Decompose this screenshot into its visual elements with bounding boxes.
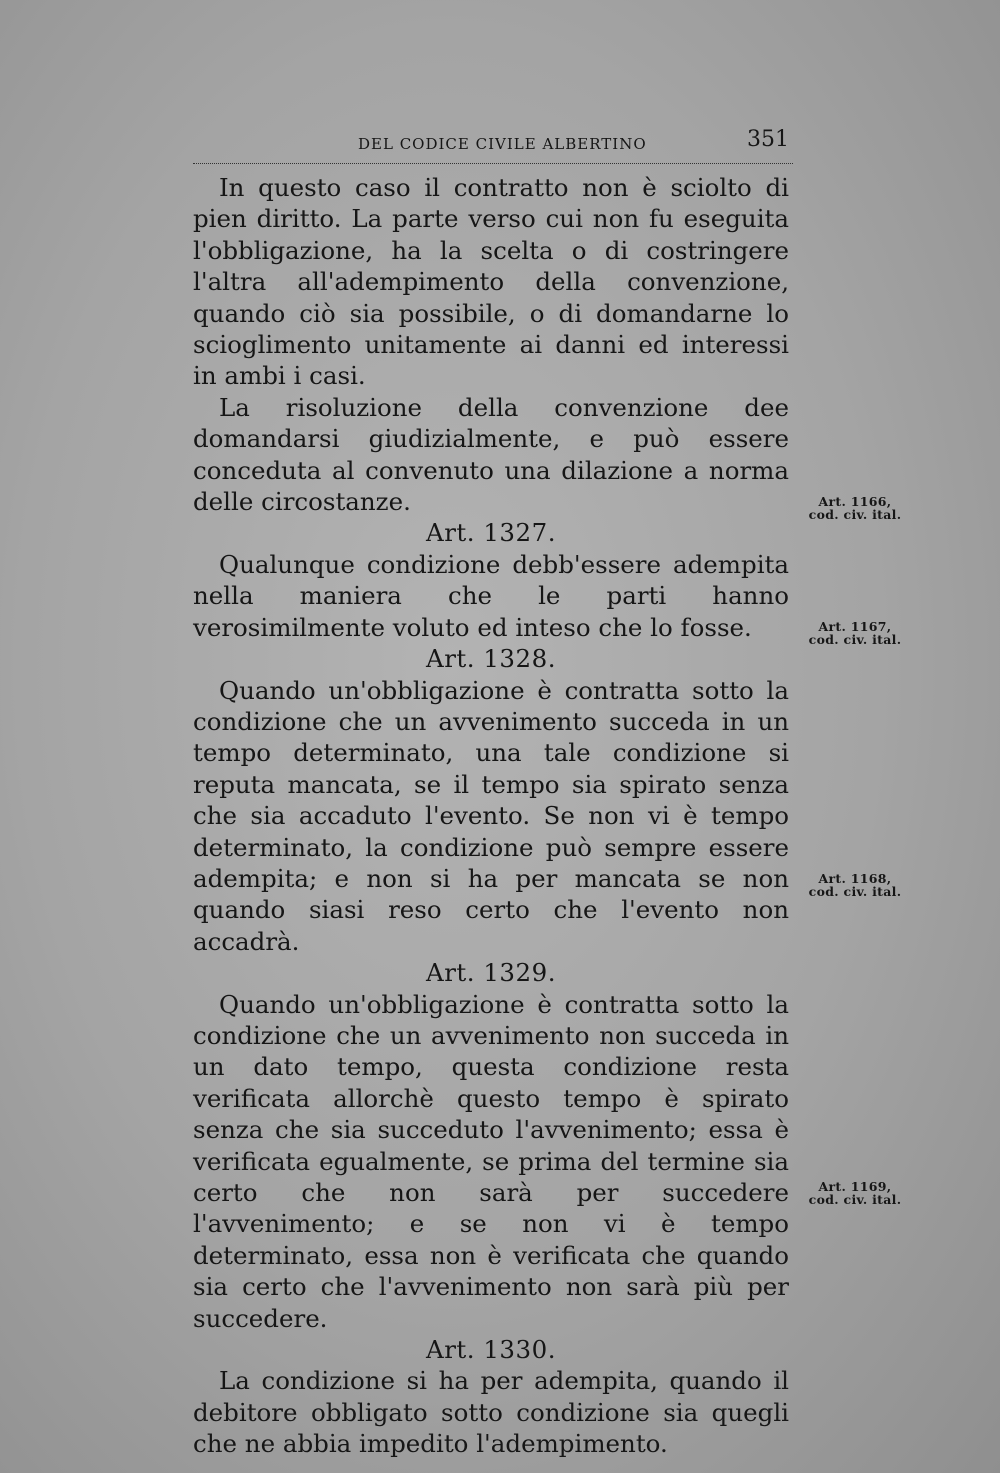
margin-note-line: Art. 1166, bbox=[818, 494, 892, 509]
article-heading-1328: Art. 1328. bbox=[426, 644, 556, 674]
margin-note bbox=[805, 1180, 905, 1206]
margin-note-line: cod. civ. ital. bbox=[808, 507, 902, 522]
margin-note bbox=[805, 620, 905, 646]
article-text-1329: Quando un'obbligazione è contratta sotto la condizione che un avvenimento non succeda in un dato tempo, questa condizione resta verificata allorchè questo tempo è spirato senza che sia succeduto l'avvenimento; essa è verificata egualmente, se prima del termine sia certo che non sarà per succedere l'avvenimento; e se non vi è tempo determinato, essa non è verificata che quando sia certo che l'avvenimento non sarà più per succedere. bbox=[193, 989, 789, 1333]
margin-note-line: Art. 1168, bbox=[818, 871, 892, 886]
paragraph: In questo caso il contratto non è sciolto di pien diritto. La parte verso cui non fu eseguita l'obbligazione, ha la scelta o di costringere l'altra all'adempimento della convenzione, quando ciò sia possibile, o di domandarne lo scioglimento unitamente ai danni ed interessi in ambi i casi. bbox=[193, 173, 789, 391]
margin-note-line: Art. 1167, bbox=[818, 619, 892, 634]
article-heading-1327: Art. 1327. bbox=[426, 518, 556, 548]
margin-note bbox=[805, 495, 905, 521]
page-number: 351 bbox=[747, 127, 789, 152]
margin-note-line: Art. 1169, bbox=[818, 1179, 892, 1194]
article-heading-1330: Art. 1330. bbox=[426, 1335, 556, 1365]
margin-note-line: cod. civ. ital. bbox=[808, 884, 902, 899]
running-head bbox=[193, 127, 793, 164]
margin-note-line: cod. civ. ital. bbox=[808, 632, 902, 647]
paragraph: La risoluzione della convenzione dee domandarsi giudizialmente, e può essere conceduta al convenuto una dilazione a norma delle circostanze. bbox=[193, 392, 789, 517]
article-text-1327: Qualunque condizione debb'essere adempita nella maniera che le parti hanno verosimilmente voluto ed inteso che lo fosse. bbox=[193, 549, 789, 642]
margin-note bbox=[805, 872, 905, 898]
article-text-1330: La condizione si ha per adempita, quando il debitore obbligato sotto condizione sia quegli che ne abbia impedito l'adempimento. bbox=[193, 1366, 789, 1459]
body-text bbox=[193, 172, 789, 1460]
margin-note-line: cod. civ. ital. bbox=[808, 1192, 902, 1207]
article-heading-1329: Art. 1329. bbox=[426, 958, 556, 988]
article-text-1328: Quando un'obbligazione è contratta sotto la condizione che un avvenimento succeda in un tempo determinato, una tale condizione si reputa mancata, se il tempo sia spirato senza che sia accaduto l'evento. Se non vi è tempo determinato, la condizione può sempre essere adempita; e non si ha per mancata se non quando siasi reso certo che l'evento non accadrà. bbox=[193, 675, 789, 956]
running-title: DEL CODICE CIVILE ALBERTINO bbox=[358, 135, 647, 153]
